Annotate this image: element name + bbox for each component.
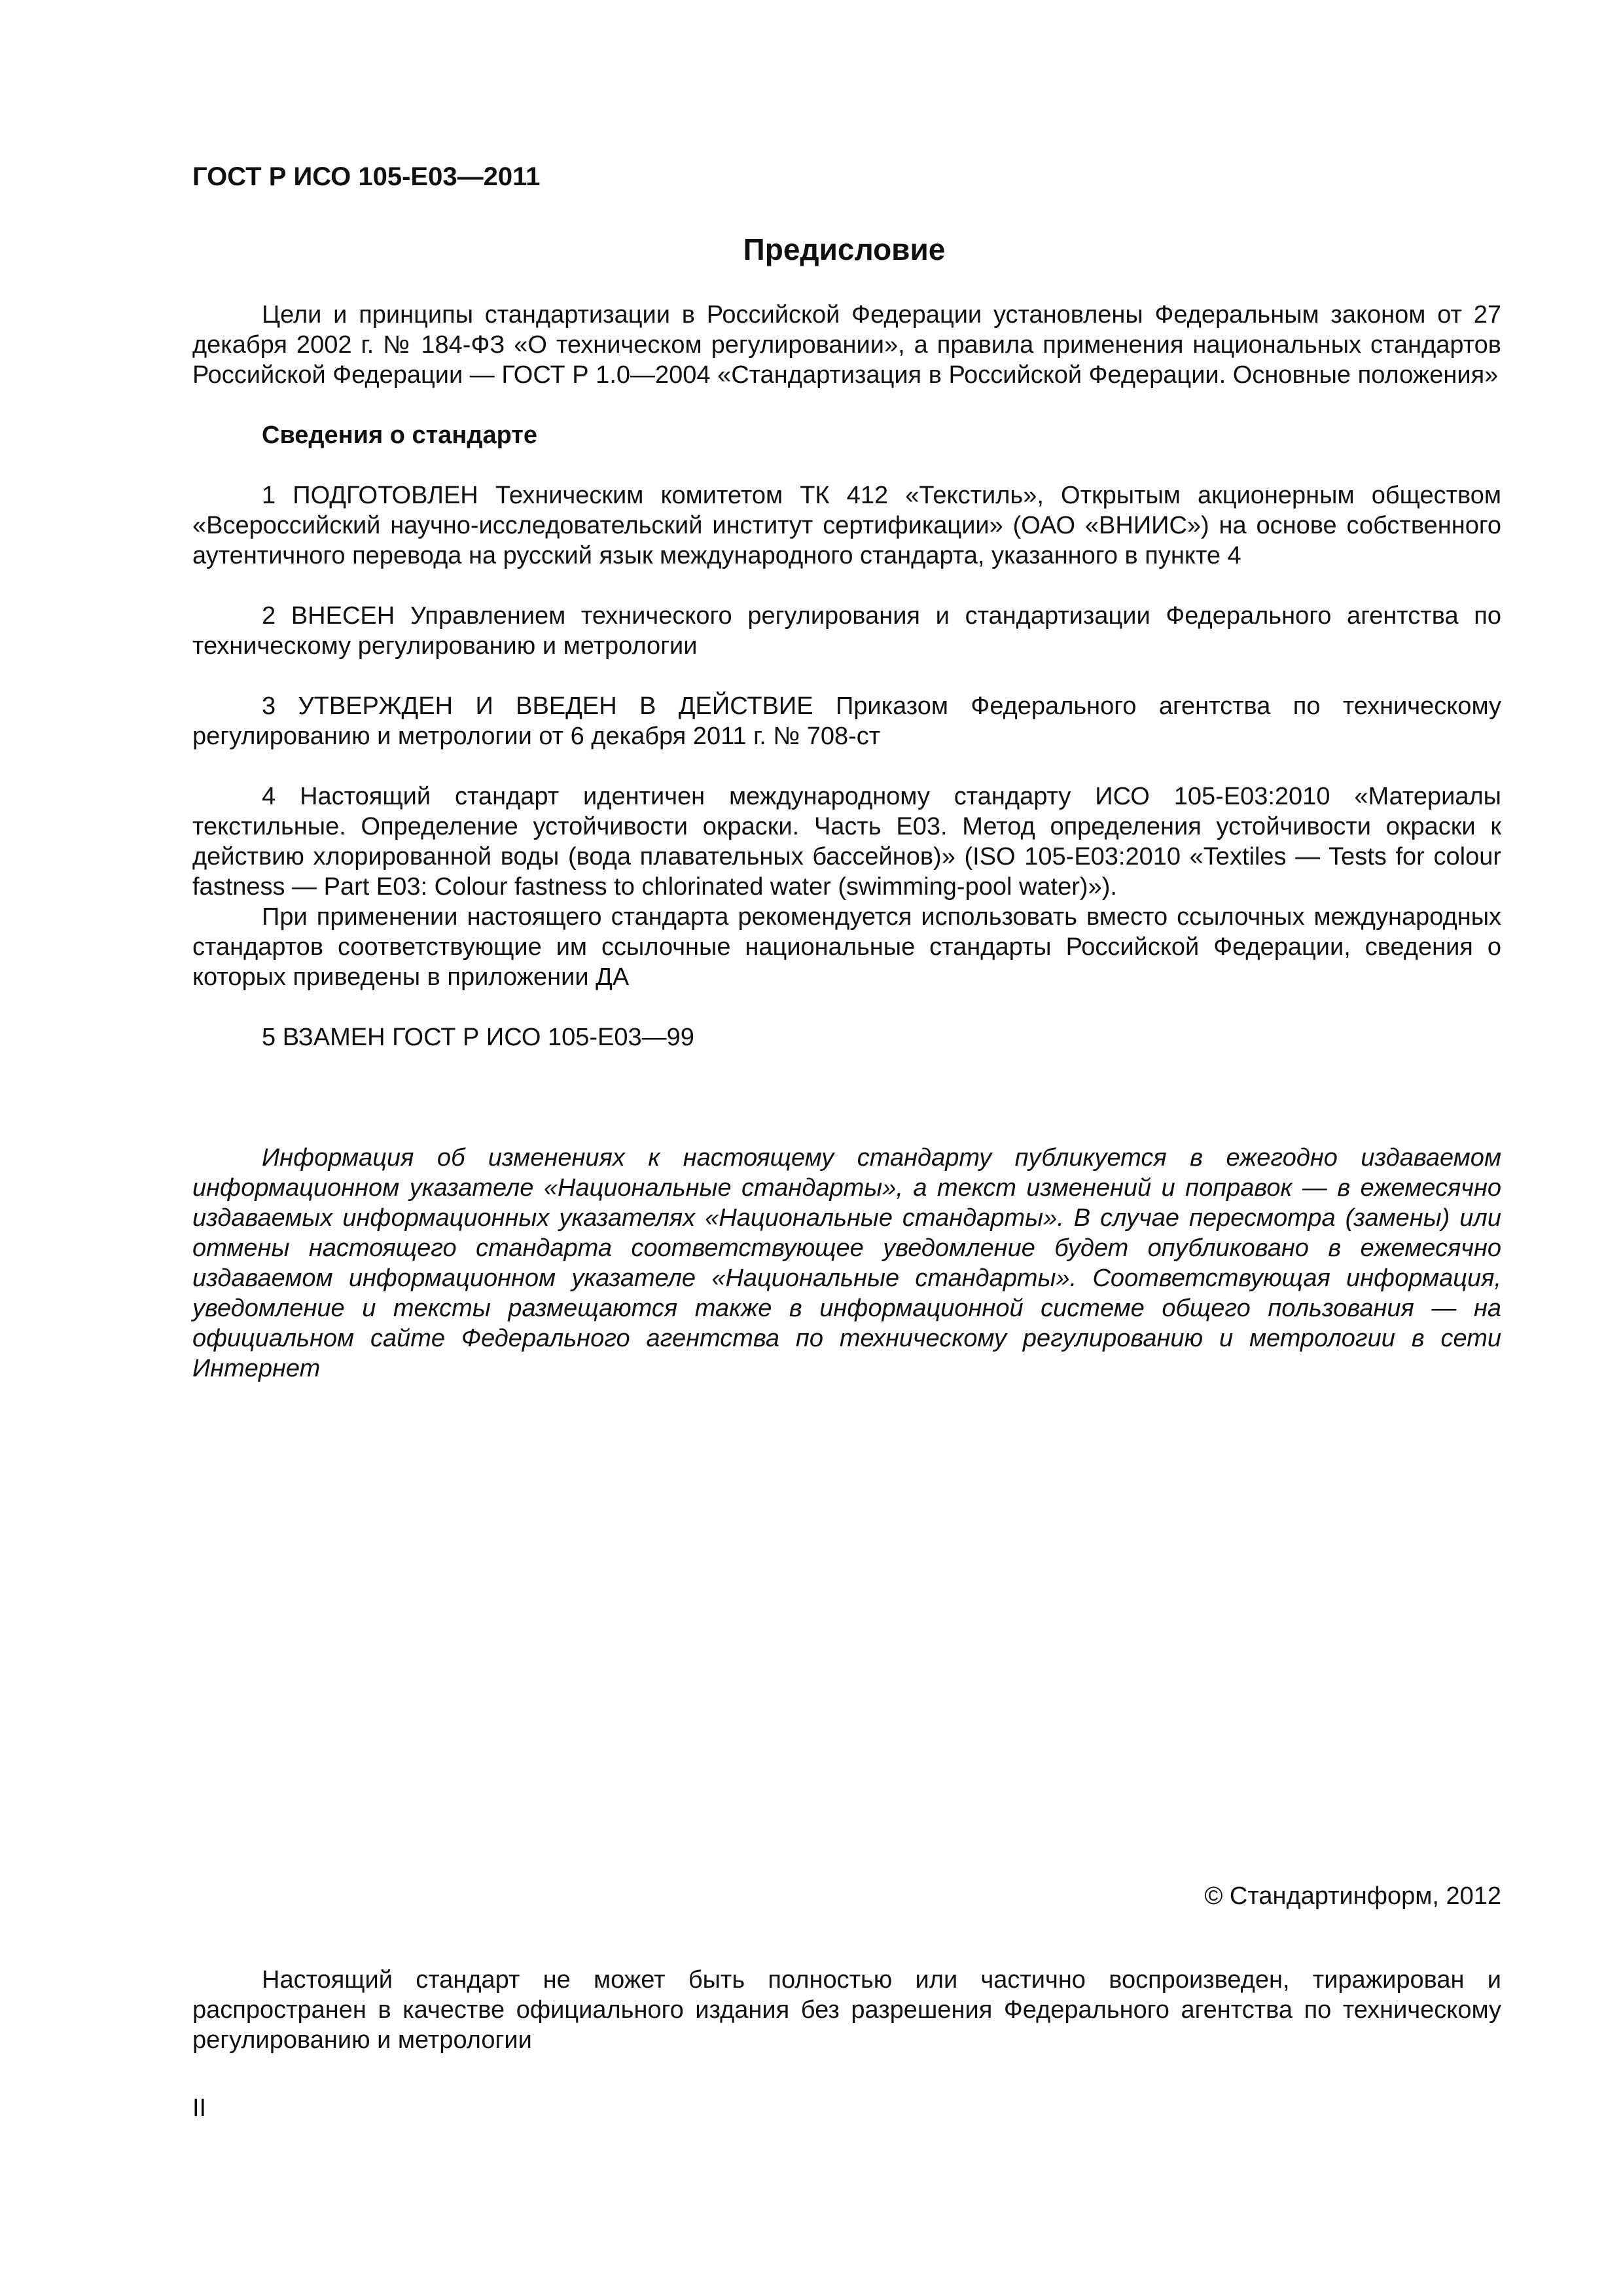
- info-item-3: 3 УТВЕРЖДЕН И ВВЕДЕН В ДЕЙСТВИЕ Приказом Федерального агентства по техническому регулированию и метрологии от 6 декабря 2011 г. № 708-ст: [192, 692, 1501, 750]
- document-code-header: ГОСТ Р ИСО 105-Е03—2011: [192, 162, 541, 191]
- document-body: [192, 300, 1501, 1384]
- page-number: II: [192, 2094, 207, 2122]
- info-item-5: 5 ВЗАМЕН ГОСТ Р ИСО 105-Е03—99: [262, 1024, 694, 1051]
- reproduction-notice: Настоящий стандарт не может быть полностью или частично воспроизведен, тиражирован и распространен в качестве официального издания без разрешения Федерального агентства по техническому регулированию и метрологии: [192, 1966, 1501, 2054]
- info-item-2: 2 ВНЕСЕН Управлением технического регулирования и стандартизации Федерального агентства по техническому регулированию и метрологии: [192, 602, 1501, 660]
- intro-paragraph: Цели и принципы стандартизации в Российской Федерации установлены Федеральным законом от 27 декабря 2002 г. № 184-ФЗ «О техническом регулировании», а правила применения национальных стандартов Российской Федерации — ГОСТ Р 1.0—2004 «Стандартизация в Российской Федерации. Основные положения»: [192, 301, 1501, 389]
- standard-info-heading: Сведения о стандарте: [262, 422, 538, 449]
- changes-notice: Информация об изменениях к настоящему стандарту публикуется в ежегодно издаваемом информационном указателе «Национальные стандарты», а текст изменений и поправок — в ежемесячно издаваемых информационных указателях «Национальные стандарты». В случае пересмотра (замены) или отмены настоящего стандарта соответствующее уведомление будет опубликовано в ежемесячно издаваемом информационном указателе «Национальные стандарты». Соответствующая информация, уведомление и тексты размещаются также в информационной системе общего пользования — на официальном сайте Федерального агентства по техническому регулированию и метрологии в сети Интернет: [192, 1144, 1501, 1382]
- info-item-4-note: При применении настоящего стандарта рекомендуется использовать вместо ссылочных международных стандартов соответствующие им ссылочные национальные стандарты Российской Федерации, сведения о которых приведены в приложении ДА: [192, 903, 1501, 991]
- info-item-1: 1 ПОДГОТОВЛЕН Техническим комитетом ТК 412 «Текстиль», Открытым акционерным обществом «Всероссийский научно-исследовательский институт сертификации» (ОАО «ВНИИС») на основе собственного аутентичного перевода на русский язык международного стандарта, указанного в пункте 4: [192, 482, 1501, 569]
- info-item-4: 4 Настоящий стандарт идентичен международному стандарту ИСО 105-Е03:2010 «Материалы текстильные. Определение устойчивости окраски. Часть Е03. Метод определения устойчивости окраски к действию хлорированной воды (вода плавательных бассейнов)» (ISO 105-E03:2010 «Textiles — Tests for colour fastness — Part E03: Colour fastness to chlorinated water (swimming-pool water)»).: [192, 783, 1501, 901]
- copyright-line: © Стандартинформ, 2012: [1204, 1882, 1501, 1910]
- page-title: Предисловие: [743, 232, 946, 266]
